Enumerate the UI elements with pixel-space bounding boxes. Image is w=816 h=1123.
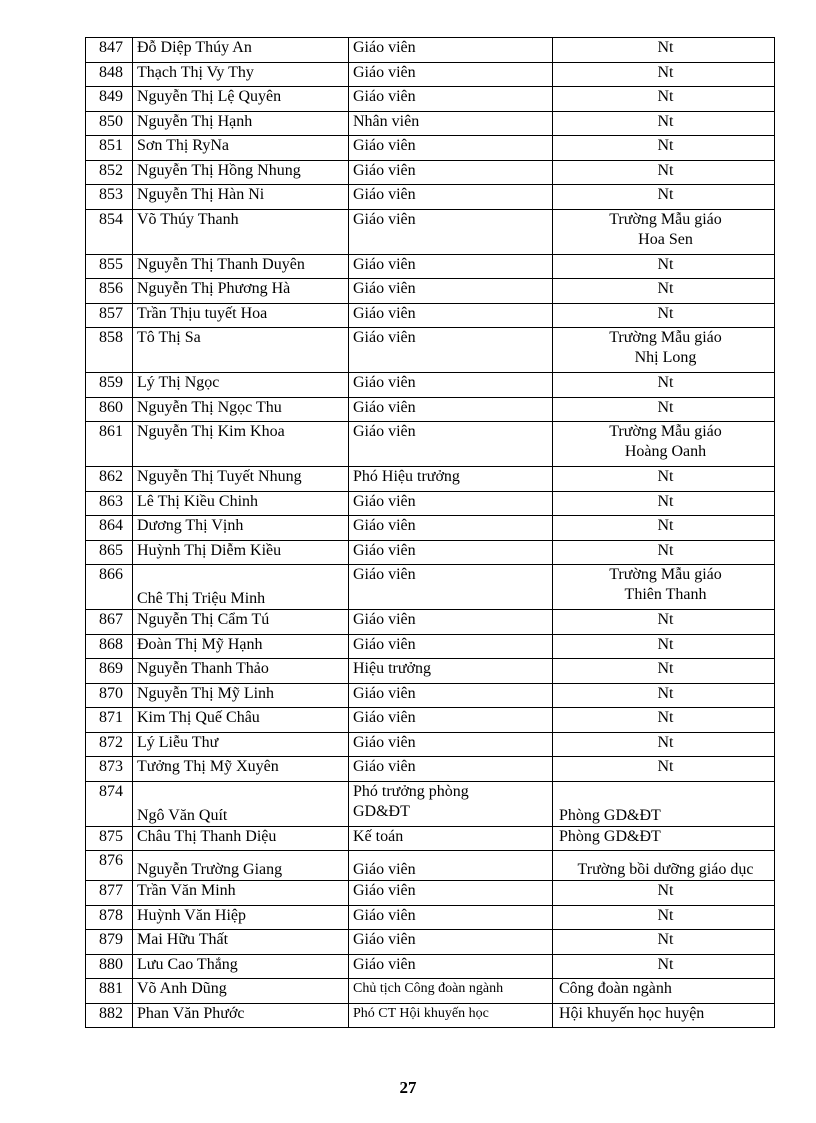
position: Giáo viên (349, 851, 553, 881)
position: Giáo viên (349, 209, 553, 254)
row-number: 870 (86, 683, 133, 708)
table-row (86, 279, 775, 304)
workplace: Nt (553, 397, 775, 422)
row-number: 858 (86, 328, 133, 373)
person-name: Lê Thị Kiều Chinh (133, 491, 349, 516)
person-name: Nguyễn Trường Giang (133, 851, 349, 881)
position: Giáo viên (349, 422, 553, 467)
row-number: 873 (86, 757, 133, 782)
workplace: Nt (553, 708, 775, 733)
workplace-line: Nhị Long (634, 349, 697, 366)
table-row (86, 683, 775, 708)
row-number: 865 (86, 540, 133, 565)
position-line: Phó trưởng phòng (353, 782, 469, 800)
row-number: 880 (86, 954, 133, 979)
person-name: Huỳnh Văn Hiệp (133, 905, 349, 930)
row-number: 864 (86, 516, 133, 541)
workplace: Nt (553, 954, 775, 979)
workplace: Nt (553, 930, 775, 955)
position: Giáo viên (349, 516, 553, 541)
workplace: Nt (553, 659, 775, 684)
table-row (86, 422, 775, 467)
workplace: Nt (553, 160, 775, 185)
row-number: 881 (86, 979, 133, 1004)
workplace: Nt (553, 516, 775, 541)
workplace: Nt (553, 185, 775, 210)
table-row (86, 930, 775, 955)
row-number: 860 (86, 397, 133, 422)
table-row (86, 659, 775, 684)
position: Nhân viên (349, 111, 553, 136)
position: Giáo viên (349, 491, 553, 516)
position: Phó Hiệu trưởng (349, 467, 553, 492)
workplace: Nt (553, 136, 775, 161)
row-number: 876 (86, 851, 133, 881)
row-number: 859 (86, 373, 133, 398)
row-number: 866 (86, 565, 133, 610)
row-number: 862 (86, 467, 133, 492)
table-row (86, 160, 775, 185)
table-row (86, 979, 775, 1004)
workplace (553, 328, 775, 373)
position: Giáo viên (349, 397, 553, 422)
row-number: 878 (86, 905, 133, 930)
position: Chủ tịch Công đoàn ngành (349, 979, 553, 1004)
workplace-line: Thiên Thanh (624, 586, 707, 603)
workplace: Hội khuyến học huyện (553, 1003, 775, 1028)
position: Giáo viên (349, 954, 553, 979)
personnel-table (85, 37, 775, 1028)
table-row (86, 610, 775, 635)
person-name: Nguyễn Thị Tuyết Nhung (133, 467, 349, 492)
row-number: 879 (86, 930, 133, 955)
position: Giáo viên (349, 732, 553, 757)
row-number: 848 (86, 62, 133, 87)
position: Giáo viên (349, 38, 553, 63)
row-number: 882 (86, 1003, 133, 1028)
page-number: 27 (399, 1078, 417, 1097)
table-row (86, 38, 775, 63)
workplace-line: Trường Mẫu giáo (609, 566, 722, 583)
person-name: Nguyễn Thanh Thảo (133, 659, 349, 684)
row-number: 854 (86, 209, 133, 254)
workplace: Nt (553, 540, 775, 565)
position: Kế toán (349, 826, 553, 851)
workplace: Nt (553, 491, 775, 516)
position-line: GD&ĐT (353, 802, 410, 820)
position: Phó CT Hội khuyến học (349, 1003, 553, 1028)
workplace: Phòng GD&ĐT (553, 781, 775, 826)
table-row (86, 209, 775, 254)
person-name: Lý Liễu Thư (133, 732, 349, 757)
workplace: Nt (553, 732, 775, 757)
person-name: Lý Thị Ngọc (133, 373, 349, 398)
table-row (86, 954, 775, 979)
row-number: 856 (86, 279, 133, 304)
row-number: 863 (86, 491, 133, 516)
table-row (86, 851, 775, 881)
workplace: Nt (553, 62, 775, 87)
person-name: Nguyễn Thị Phương Hà (133, 279, 349, 304)
person-name: Trần Văn Minh (133, 881, 349, 906)
position: Giáo viên (349, 708, 553, 733)
position: Giáo viên (349, 328, 553, 373)
workplace-line: Hoa Sen (638, 230, 693, 248)
table-row (86, 491, 775, 516)
row-number: 852 (86, 160, 133, 185)
position: Giáo viên (349, 905, 553, 930)
workplace: Nt (553, 373, 775, 398)
table-row (86, 757, 775, 782)
row-number: 850 (86, 111, 133, 136)
person-name: Mai Hữu Thất (133, 930, 349, 955)
row-number: 861 (86, 422, 133, 467)
workplace: Nt (553, 279, 775, 304)
position: Giáo viên (349, 136, 553, 161)
workplace (553, 209, 775, 254)
person-name: Phan Văn Phước (133, 1003, 349, 1028)
person-name: Chê Thị Triệu Minh (133, 565, 349, 610)
table-row (86, 516, 775, 541)
position: Giáo viên (349, 610, 553, 635)
person-name: Thạch Thị Vy Thy (133, 62, 349, 87)
person-name: Tưởng Thị Mỹ Xuyên (133, 757, 349, 782)
workplace (553, 422, 775, 467)
row-number: 857 (86, 303, 133, 328)
table-row (86, 781, 775, 826)
position: Giáo viên (349, 185, 553, 210)
position: Giáo viên (349, 254, 553, 279)
table-row (86, 111, 775, 136)
position: Giáo viên (349, 634, 553, 659)
workplace: Phòng GD&ĐT (553, 826, 775, 851)
person-name: Tô Thị Sa (133, 328, 349, 373)
person-name: Nguyễn Thị Hạnh (133, 111, 349, 136)
person-name: Nguyễn Thị Ngọc Thu (133, 397, 349, 422)
table-row (86, 303, 775, 328)
table-row (86, 565, 775, 610)
table-row (86, 732, 775, 757)
row-number: 868 (86, 634, 133, 659)
workplace: Nt (553, 38, 775, 63)
position: Giáo viên (349, 87, 553, 112)
workplace: Nt (553, 610, 775, 635)
position: Giáo viên (349, 160, 553, 185)
table-row (86, 881, 775, 906)
person-name: Đỗ Diệp Thúy An (133, 38, 349, 63)
row-number: 875 (86, 826, 133, 851)
person-name: Nguyễn Thị Lệ Quyên (133, 87, 349, 112)
workplace: Nt (553, 683, 775, 708)
workplace-line: Trường Mẫu giáo (609, 423, 722, 440)
workplace: Nt (553, 254, 775, 279)
row-number: 874 (86, 781, 133, 826)
position: Hiệu trưởng (349, 659, 553, 684)
table-row (86, 708, 775, 733)
workplace: Nt (553, 905, 775, 930)
person-name: Nguyễn Thị Cẩm Tú (133, 610, 349, 635)
row-number: 867 (86, 610, 133, 635)
person-name: Ngô Văn Quít (133, 781, 349, 826)
person-name: Dương Thị Vịnh (133, 516, 349, 541)
table-row (86, 185, 775, 210)
table-row (86, 328, 775, 373)
workplace-line: Hoàng Oanh (624, 443, 707, 460)
table-row (86, 254, 775, 279)
workplace: Công đoàn ngành (553, 979, 775, 1004)
row-number: 855 (86, 254, 133, 279)
person-name: Trần Thịu tuyết Hoa (133, 303, 349, 328)
table-row (86, 905, 775, 930)
person-name: Nguyễn Thị Mỹ Linh (133, 683, 349, 708)
workplace: Nt (553, 881, 775, 906)
table-row (86, 540, 775, 565)
row-number: 877 (86, 881, 133, 906)
person-name: Đoàn Thị Mỹ Hạnh (133, 634, 349, 659)
workplace: Nt (553, 111, 775, 136)
position: Giáo viên (349, 881, 553, 906)
position: Giáo viên (349, 757, 553, 782)
table-row (86, 62, 775, 87)
person-name: Nguyễn Thị Hồng Nhung (133, 160, 349, 185)
workplace: Nt (553, 303, 775, 328)
table-row (86, 87, 775, 112)
position: Giáo viên (349, 279, 553, 304)
position: Giáo viên (349, 62, 553, 87)
workplace: Trường bồi dưỡng giáo dục (553, 851, 775, 881)
workplace-line: Trường Mẫu giáo (609, 329, 722, 346)
person-name: Võ Anh Dũng (133, 979, 349, 1004)
row-number: 872 (86, 732, 133, 757)
row-number: 871 (86, 708, 133, 733)
person-name: Kim Thị Quế Châu (133, 708, 349, 733)
workplace: Nt (553, 634, 775, 659)
workplace (553, 565, 775, 610)
person-name: Huỳnh Thị Diễm Kiều (133, 540, 349, 565)
position (349, 781, 553, 826)
person-name: Châu Thị Thanh Diệu (133, 826, 349, 851)
position: Giáo viên (349, 540, 553, 565)
table-row (86, 136, 775, 161)
table-row (86, 826, 775, 851)
row-number: 849 (86, 87, 133, 112)
position: Giáo viên (349, 565, 553, 610)
table-row (86, 373, 775, 398)
table-row (86, 397, 775, 422)
row-number: 853 (86, 185, 133, 210)
position: Giáo viên (349, 303, 553, 328)
position: Giáo viên (349, 930, 553, 955)
workplace: Nt (553, 467, 775, 492)
row-number: 869 (86, 659, 133, 684)
position: Giáo viên (349, 373, 553, 398)
person-name: Nguyễn Thị Thanh Duyên (133, 254, 349, 279)
person-name: Nguyễn Thị Kim Khoa (133, 422, 349, 467)
table-row (86, 467, 775, 492)
table-row (86, 1003, 775, 1028)
workplace: Nt (553, 87, 775, 112)
row-number: 851 (86, 136, 133, 161)
person-name: Lưu Cao Thắng (133, 954, 349, 979)
table-row (86, 634, 775, 659)
person-name: Sơn Thị RyNa (133, 136, 349, 161)
person-name: Võ Thúy Thanh (133, 209, 349, 254)
row-number: 847 (86, 38, 133, 63)
workplace: Nt (553, 757, 775, 782)
position: Giáo viên (349, 683, 553, 708)
person-name: Nguyễn Thị Hàn Ni (133, 185, 349, 210)
workplace-line: Trường Mẫu giáo (609, 210, 722, 228)
